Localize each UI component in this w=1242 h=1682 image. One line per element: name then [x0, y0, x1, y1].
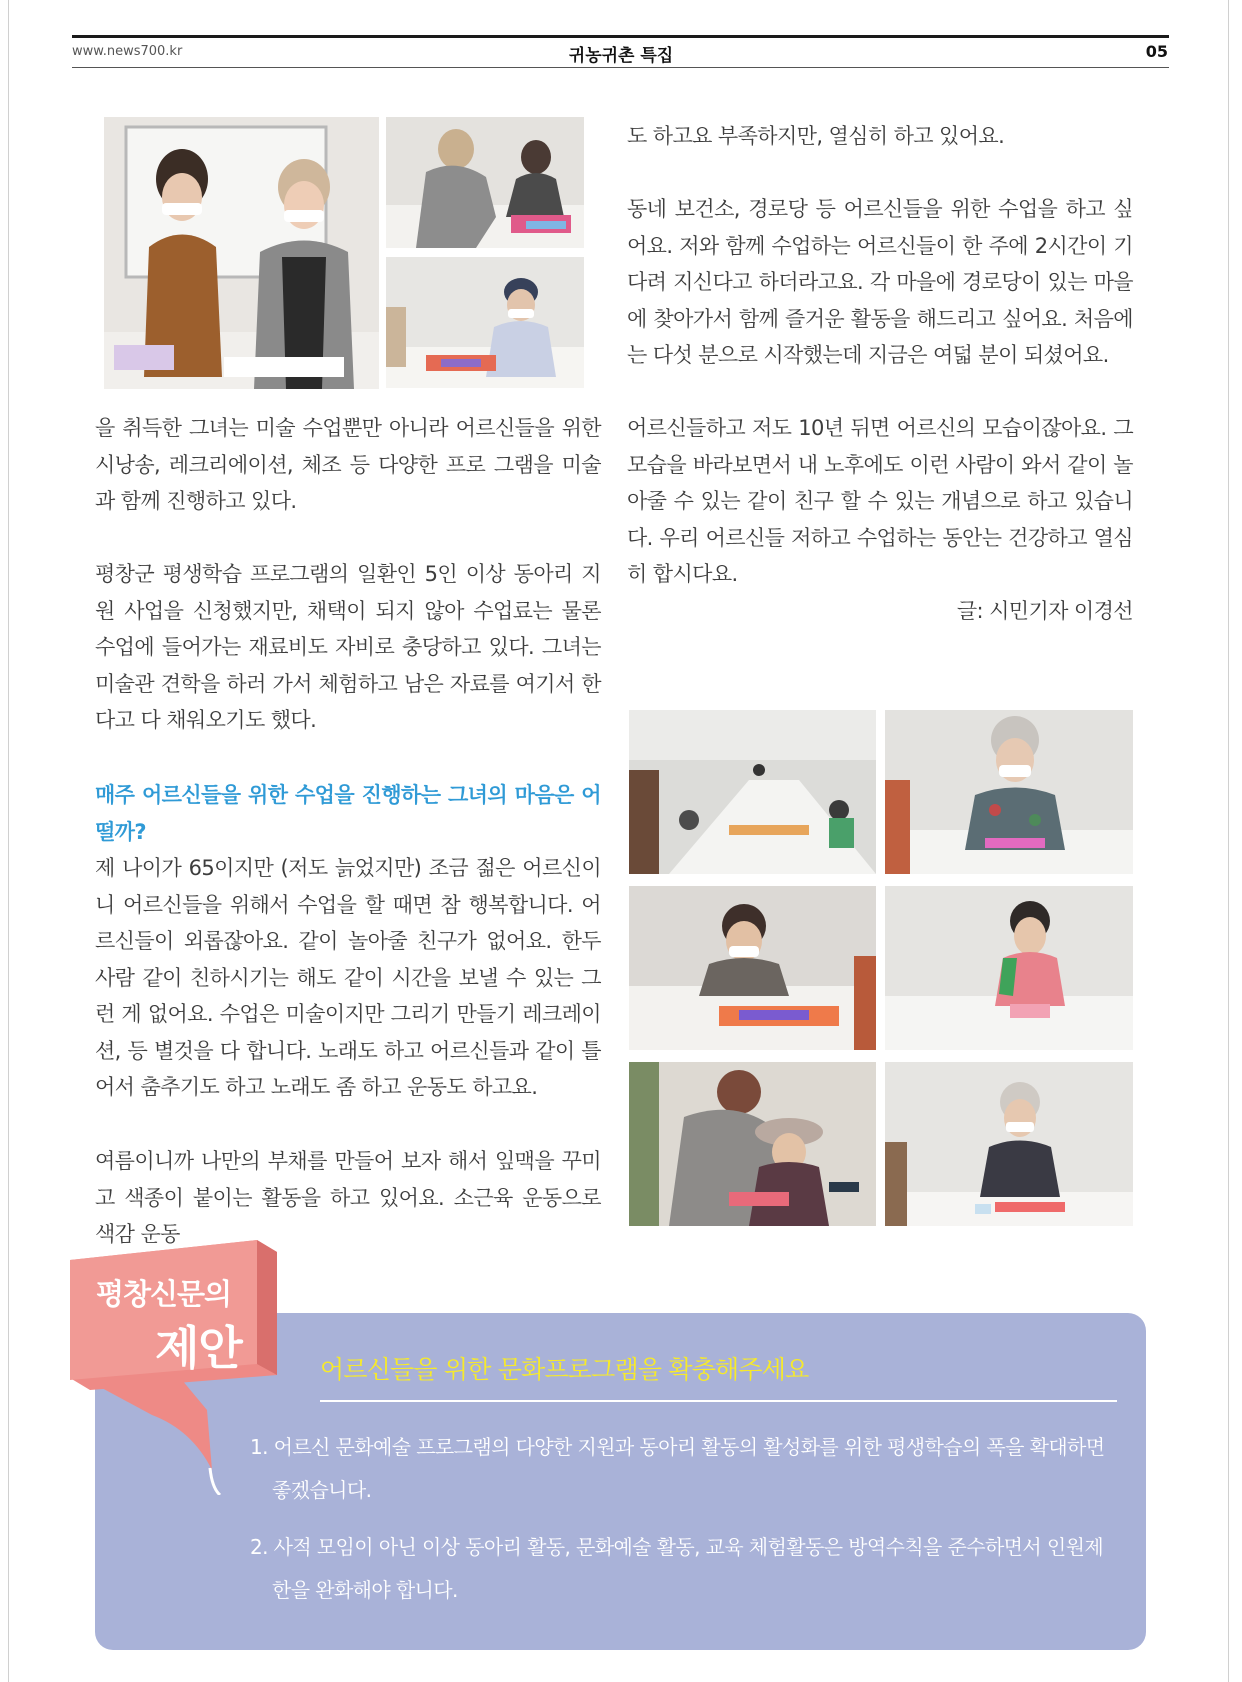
left-paragraph-1: 을 취득한 그녀는 미술 수업뿐만 아니라 어르신들을 위한 시낭송, 레크리에이션, 체조 등 다양한 프로 그램을 미술과 함께 진행하고 있다. [95, 416, 601, 513]
proposal-item-1: 1. 어르신 문화예술 프로그램의 다양한 지원과 동아리 활동의 활성화를 위한 평생학습의 폭을 확대하면 좋겠습니다. [250, 1435, 1105, 1502]
badge-label-newspaper: 평창신문의 [96, 1277, 232, 1311]
proposal-title: 어르신들을 위한 문화프로그램을 확충해주세요 [320, 1355, 809, 1384]
photo-elderly-woman-crafting [885, 1062, 1133, 1226]
right-paragraph-1: 도 하고요 부족하지만, 열심히 하고 있어요. [627, 124, 1005, 148]
photo-teacher-helping [386, 117, 584, 248]
article-byline: 글: 시민기자 이경선 [956, 599, 1133, 623]
photo-woman-green-scarf [885, 886, 1133, 1050]
header-bottom-rule [72, 67, 1169, 68]
proposal-item-2: 2. 사적 모임이 아닌 이상 동아리 활동, 문화예술 활동, 교육 체험활동은 방역수칙을 준수하면서 인원제한을 완화해야 합니다. [250, 1535, 1104, 1602]
proposal-divider [320, 1400, 1117, 1402]
photo-elderly-man-crafting [386, 257, 584, 388]
header-section-title: 귀농귀촌 특집 [568, 46, 674, 66]
right-paragraph-2: 동네 보건소, 경로당 등 어르신들을 위한 수업을 하고 싶어요. 저와 함께 수업하는 어르신들이 한 주에 2시간이 기다려 지신다고 하더라고요. 각 마을에 경로당이 있는 마을에 찾아가서 함께 즐거운 활동을 해드리고 싶어요. 처음에는 다섯 분으로 시작했는데 지금은 여덟 분이 되셨어요. [627, 197, 1133, 367]
photo-classroom-overview [629, 710, 876, 874]
left-paragraph-3: 제 나이가 65이지만 (저도 늙었지만) 조금 젊은 어르신이니 어르신들을 위해서 수업을 할 때면 참 행복합니다. 어르신들이 외롭잖아요. 같이 놀아줄 친구가 없어요. 한두 사람 같이 친하시기는 해도 같이 시간을 보낼 수 있는 그런 게 없어요. 수업은 미술이지만 그리기 만들기 레크레이션, 등 별것을 다 합니다. 노래도 하고 어르신들과 같이 틀어서 춤추기도 하고 노래도 좀 하고 운동도 하고요. [95, 856, 601, 1099]
page-edge-left [8, 0, 9, 1682]
photo-woman-holding-art [629, 886, 876, 1050]
page-number: 05 [1145, 42, 1168, 61]
left-paragraph-4: 여름이니까 나만의 부채를 만들어 보자 해서 잎맥을 꾸미고 색종이 붙이는 활동을 하고 있어요. 소근육 운동으로 색감 운동 [95, 1149, 601, 1246]
header-url: www.news700.kr [72, 44, 183, 59]
right-paragraph-3: 어르신들하고 저도 10년 뒤면 어르신의 모습이잖아요. 그 모습을 바라보면서 내 노후에도 이런 사람이 와서 같이 놀아줄 수 있는 같이 친구 할 수 있는 개념으로 하고 있습니다. 우리 어르신들 저하고 수업하는 동안는 건강하고 열심히 합시다요. [627, 416, 1133, 586]
left-paragraph-2: 평창군 평생학습 프로그램의 일환인 5인 이상 동아리 지원 사업을 신청했지만, 채택이 되지 않아 수업료는 물론 수업에 들어가는 재료비도 자비로 충당하고 있다. 그녀는 미술관 견학을 하러 가서 체험하고 남은 자료를 여기서 한다고 다 채워오기도 했다. [95, 562, 601, 732]
header-top-rule [72, 35, 1169, 38]
section-question-heading: 매주 어르신들을 위한 수업을 진행하는 그녀의 마음은 어떨까? [95, 783, 601, 844]
photo-teacher-with-student-hat [629, 1062, 876, 1226]
page-edge-right [1228, 0, 1229, 1682]
photo-woman-floral-shirt [885, 710, 1133, 874]
badge-label-proposal: 제안 [155, 1321, 242, 1375]
photo-instructor-standing [104, 117, 379, 389]
